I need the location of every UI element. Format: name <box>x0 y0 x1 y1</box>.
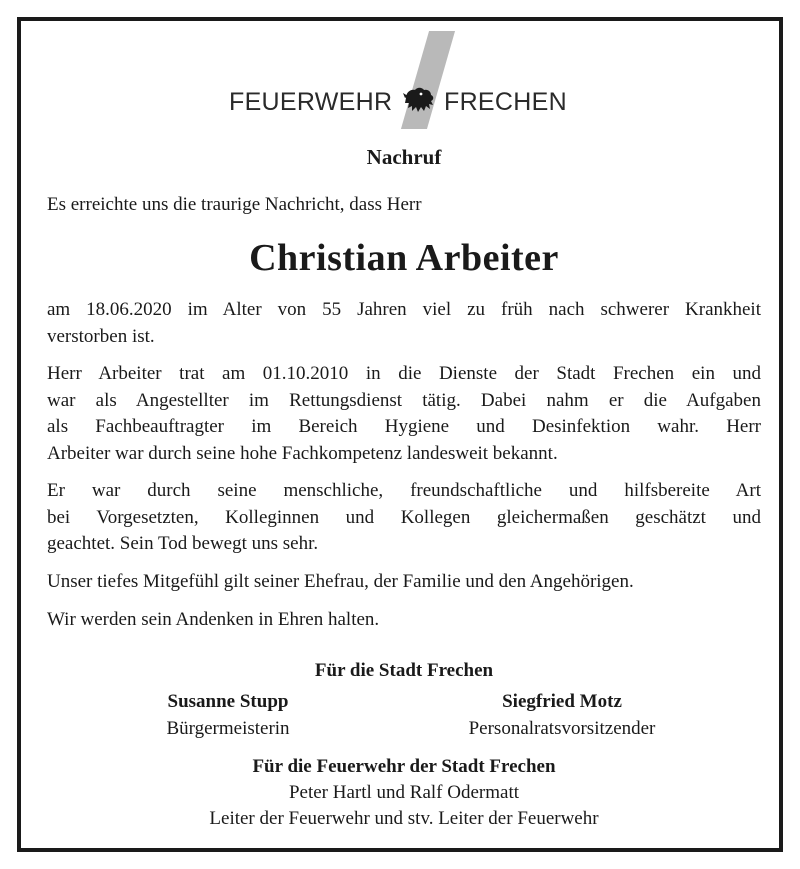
lion-crest-icon <box>402 84 436 116</box>
paragraph-death-date <box>47 297 761 350</box>
paragraph-career <box>47 361 761 467</box>
signature-group-city: Für die Stadt Frechen <box>314 660 494 681</box>
paragraph-line: Er war durch seine menschliche, freundschaftliche und hilfsbereite Art <box>47 480 761 501</box>
signatory-name-right: Siegfried Motz <box>502 691 622 712</box>
paragraph-line: am 18.06.2020 im Alter von 55 Jahren viel zu früh nach schwerer Krankheit <box>47 299 761 320</box>
deceased-name: Christian Arbeiter <box>249 237 559 279</box>
paragraph-line: war als Angestellter im Rettungsdienst tätig. Dabei nahm er die Aufgaben <box>47 389 761 411</box>
signature-group-fire-department: Für die Feuerwehr der Stadt Frechen <box>252 756 556 777</box>
signatory-role-right: Personalratsvorsitzender <box>468 718 656 739</box>
paragraph-condolence <box>47 569 761 596</box>
paragraph-line: als Fachbeauftragter im Bereich Hygiene und Desinfektion wahr. Herr <box>47 416 761 437</box>
fire-department-logo <box>21 21 787 141</box>
paragraph-character <box>47 478 761 558</box>
paragraph-line: Unser tiefes Mitgefühl gilt seiner Ehefrau, der Familie und den Angehörigen. <box>47 571 634 592</box>
logo-text-frechen: FRECHEN <box>444 88 567 116</box>
signatory-role-left: Bürgermeisterin <box>166 718 290 739</box>
paragraph-line: Arbeiter war durch seine hohe Fachkompetenz landesweit bekannt. <box>47 442 558 464</box>
fire-department-signatories: Peter Hartl und Ralf Odermatt <box>288 782 520 803</box>
obituary-notice <box>17 17 783 852</box>
paragraph-line: Wir werden sein Andenken in Ehren halten. <box>47 609 380 630</box>
logo-text-feuerwehr: FEUERWEHR <box>229 88 393 116</box>
paragraph-line: Herr Arbeiter trat am 01.10.2010 in die Dienste der Stadt Frechen ein und <box>47 363 761 384</box>
paragraph-line: bei Vorgesetzten, Kolleginnen und Kollegen gleichermaßen geschätzt und <box>47 506 761 528</box>
fire-department-roles: Leiter der Feuerwehr und stv. Leiter der Feuerwehr <box>209 808 599 829</box>
notice-heading: Nachruf <box>366 145 442 169</box>
signatory-name-left: Susanne Stupp <box>167 691 289 712</box>
intro-line: Es erreichte uns die traurige Nachricht, dass Herr <box>47 194 422 215</box>
paragraph-line: geachtet. Sein Tod bewegt uns sehr. <box>47 533 319 554</box>
paragraph-line: verstorben ist. <box>47 325 155 347</box>
paragraph-remembrance <box>47 607 761 634</box>
